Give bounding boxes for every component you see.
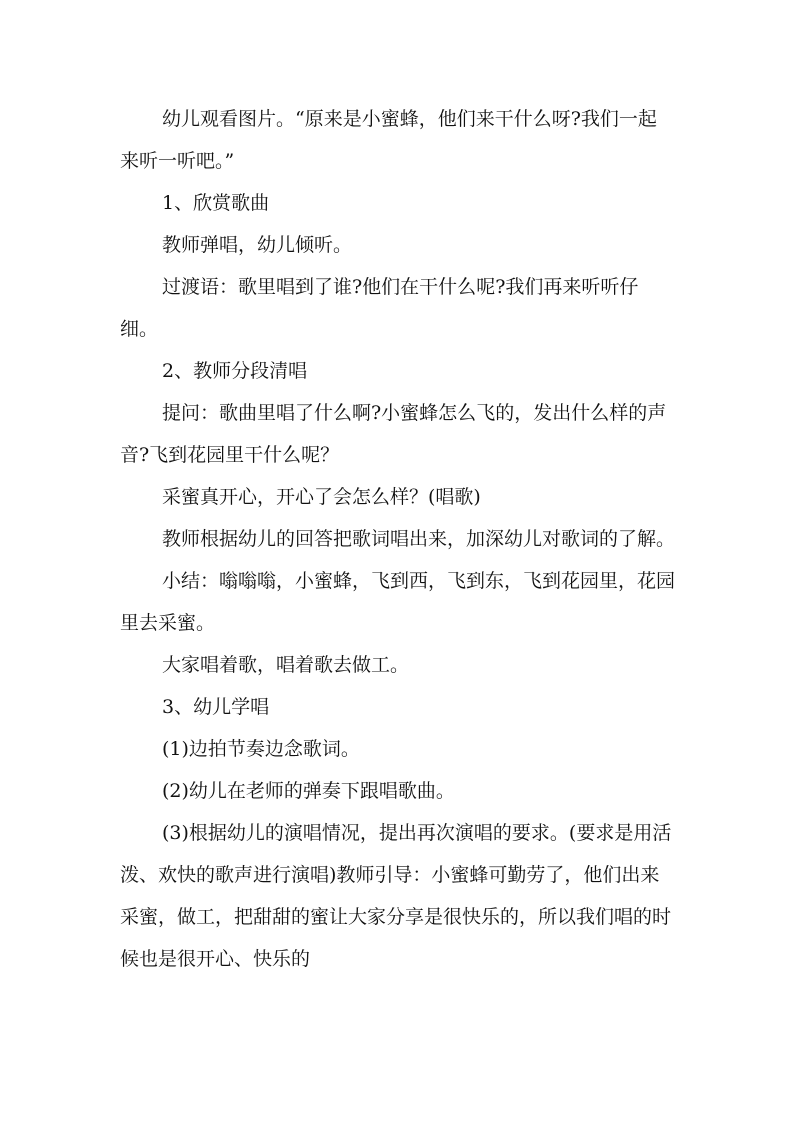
paragraph-summary: 小结：嗡嗡嗡，小蜜蜂，飞到西，飞到东，飞到花园里，花园里去采蜜。 — [120, 570, 676, 634]
section-heading-1: 1、欣赏歌曲 — [162, 192, 270, 214]
paragraph-step-1: (1)边拍节奏边念歌词。 — [162, 738, 360, 760]
paragraph-teacher-sings: 教师弹唱，幼儿倾听。 — [162, 234, 353, 256]
section-heading-3: 3、幼儿学唱 — [162, 696, 270, 718]
paragraph-lyrics: 教师根据幼儿的回答把歌词唱出来，加深幼儿对歌词的了解。 — [162, 528, 676, 550]
paragraph-question: 提问：歌曲里唱了什么啊?小蜜蜂怎么飞的，发出什么样的声音?飞到花园里干什么呢？ — [120, 402, 667, 466]
section-heading-2: 2、教师分段清唱 — [162, 360, 308, 382]
paragraph-happy: 采蜜真开心，开心了会怎么样？(唱歌) — [162, 486, 481, 508]
paragraph-intro: 幼儿观看图片。“原来是小蜜蜂，他们来干什么呀?我们一起来听一听吧。” — [120, 108, 657, 172]
paragraph-step-2: (2)幼儿在老师的弹奏下跟唱歌曲。 — [162, 780, 455, 802]
paragraph-step-3: (3)根据幼儿的演唱情况，提出再次演唱的要求。(要求是用活泼、欢快的歌声进行演唱)教师引导：小蜜蜂可勤劳了，他们出来采蜜，做工，把甜甜的蜜让大家分享是很快乐的，所以我们唱的时候也是很开心、快乐的 — [120, 822, 672, 970]
paragraph-transition: 过渡语：歌里唱到了谁?他们在干什么呢?我们再来听听仔细。 — [120, 276, 639, 340]
paragraph-work: 大家唱着歌，唱着歌去做工。 — [162, 654, 410, 676]
document-page — [120, 98, 675, 980]
